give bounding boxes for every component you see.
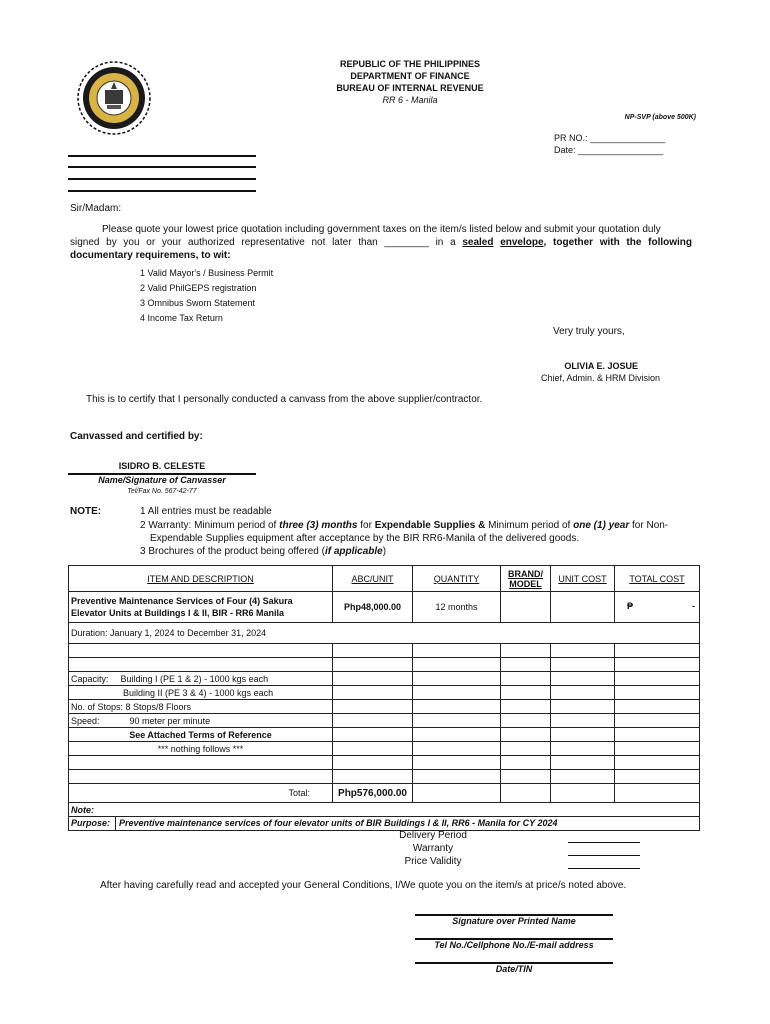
requirement-item: 4 Income Tax Return bbox=[140, 313, 223, 323]
bir-seal-logo bbox=[76, 60, 152, 136]
capacity-cell-2: Building II (PE 3 & 4) - 1000 kgs each bbox=[69, 686, 333, 700]
delivery-period-label: Delivery Period bbox=[399, 830, 467, 841]
addressee-line-3 bbox=[68, 178, 256, 180]
price-validity-line bbox=[568, 868, 640, 869]
salutation: Sir/Madam: bbox=[70, 203, 122, 214]
addressee-line-1 bbox=[68, 155, 256, 157]
table-row bbox=[69, 686, 700, 700]
letter-line-3: documentary requiremens, to wit: bbox=[70, 250, 231, 261]
quantity-value: 12 months bbox=[413, 592, 501, 623]
canvasser-name: ISIDRO B. CELESTE bbox=[118, 461, 206, 471]
note-2: 2 Warranty: Minimum period of three (3) months for Expendable Supplies & Minimum period of one (1) year for Non- bbox=[140, 520, 669, 531]
header-republic: REPUBLIC OF THE PHILIPPINES bbox=[339, 59, 480, 69]
warranty-line bbox=[568, 855, 640, 856]
letter-line-1: Please quote your lowest price quotation including government taxes on the item/s listed below and submit your quotation duly bbox=[102, 224, 661, 235]
quotation-table bbox=[68, 565, 700, 831]
col-header-unit-cost: UNIT COST bbox=[551, 566, 615, 592]
requirement-item: 1 Valid Mayor's / Business Permit bbox=[140, 268, 274, 278]
delivery-period-line bbox=[568, 842, 640, 843]
canvasser-tel: Tel/Fax No. 567-42-77 bbox=[127, 488, 197, 495]
canvassed-label: Canvassed and certified by: bbox=[70, 431, 203, 442]
stops-cell: No. of Stops: 8 Stops/8 Floors bbox=[69, 700, 333, 714]
table-row bbox=[69, 714, 700, 728]
col-header-total-cost: TOTAL COST bbox=[615, 566, 700, 592]
warranty-label: Warranty bbox=[412, 843, 454, 854]
col-header-item: ITEM AND DESCRIPTION bbox=[69, 566, 333, 592]
abc-value: Php48,000.00 bbox=[333, 592, 413, 623]
table-row bbox=[69, 770, 700, 784]
requirement-item: 2 Valid PhilGEPS registration bbox=[140, 283, 257, 293]
terms-of-reference-cell: See Attached Terms of Reference bbox=[69, 728, 333, 742]
total-row bbox=[69, 784, 700, 803]
pr-date: Date: _________________ bbox=[554, 145, 664, 155]
note-2-continued: Expendable Supplies equipment after acceptance by the BIR RR6-Manila of the delivered goods. bbox=[150, 533, 580, 544]
addressee-line-4 bbox=[68, 190, 256, 192]
header-bureau: BUREAU OF INTERNAL REVENUE bbox=[336, 83, 484, 93]
signatory-title: Chief, Admin. & HRM Division bbox=[540, 373, 660, 383]
total-cost-cell: ₱ - bbox=[615, 592, 700, 623]
closing: Very truly yours, bbox=[553, 326, 625, 337]
duration-cell: Duration: January 1, 2024 to December 31, 2024 bbox=[69, 623, 700, 644]
table-row bbox=[69, 728, 700, 742]
price-validity-label: Price Validity bbox=[404, 856, 462, 867]
brand-cell bbox=[501, 592, 551, 623]
table-note-label: Note: bbox=[69, 803, 700, 817]
table-row bbox=[69, 623, 700, 644]
table-row bbox=[69, 644, 700, 658]
table-row bbox=[69, 700, 700, 714]
nothing-follows-cell: *** nothing follows *** bbox=[69, 742, 333, 756]
acceptance-statement: After having carefully read and accepted your General Conditions, I/We quote you on the item/s at price/s noted above. bbox=[100, 880, 627, 891]
canvasser-caption: Name/Signature of Canvasser bbox=[98, 475, 226, 485]
purpose-row bbox=[69, 817, 700, 831]
table-row bbox=[69, 672, 700, 686]
pr-number: PR NO.: _______________ bbox=[554, 133, 666, 143]
note-3: 3 Brochures of the product being offered (if applicable) bbox=[140, 546, 387, 557]
table-row bbox=[69, 592, 700, 623]
col-header-brand: BRAND/ MODEL bbox=[501, 566, 551, 592]
unit-cost-cell bbox=[551, 592, 615, 623]
item-description: Preventive Maintenance Services of Four (4) Sakura Elevator Units at Buildings I & II, BIR - RR6 Manila bbox=[69, 592, 333, 623]
col-header-abc: ABC/UNIT bbox=[333, 566, 413, 592]
requirement-item: 3 Omnibus Sworn Statement bbox=[140, 298, 256, 308]
table-row bbox=[69, 756, 700, 770]
note-label: NOTE: bbox=[70, 506, 102, 517]
header-region: RR 6 - Manila bbox=[382, 95, 438, 105]
date-tin-caption: Date/TIN bbox=[495, 964, 533, 974]
total-value: Php576,000.00 bbox=[333, 784, 413, 803]
letter-line-2: signed by you or your authorized representative not later than ________ in a sealed envelope, together with the following bbox=[70, 237, 693, 248]
total-label: Total: bbox=[69, 784, 333, 803]
signatory-name: OLIVIA E. JOSUE bbox=[564, 361, 638, 371]
addressee-line-2 bbox=[68, 166, 256, 168]
capacity-cell: Capacity: Building I (PE 1 & 2) - 1000 kgs each bbox=[69, 672, 333, 686]
certification-text: This is to certify that I personally conducted a canvass from the above supplier/contractor. bbox=[86, 394, 483, 405]
signature-caption: Signature over Printed Name bbox=[452, 916, 576, 926]
col-header-quantity: QUANTITY bbox=[413, 566, 501, 592]
table-header-row bbox=[69, 566, 700, 592]
note-1: 1 All entries must be readable bbox=[140, 506, 272, 517]
note-row bbox=[69, 803, 700, 817]
contact-caption: Tel No./Cellphone No./E-mail address bbox=[434, 940, 594, 950]
table-row bbox=[69, 658, 700, 672]
procurement-mode: NP-SVP (above 500K) bbox=[624, 114, 696, 121]
header-department: DEPARTMENT OF FINANCE bbox=[350, 71, 470, 81]
purpose-cell: Purpose: Preventive maintenance services of four elevator units of BIR Buildings I & II, RR6 - Manila for CY 2024 bbox=[69, 817, 700, 831]
table-row bbox=[69, 742, 700, 756]
speed-cell: Speed: 90 meter per minute bbox=[69, 714, 333, 728]
